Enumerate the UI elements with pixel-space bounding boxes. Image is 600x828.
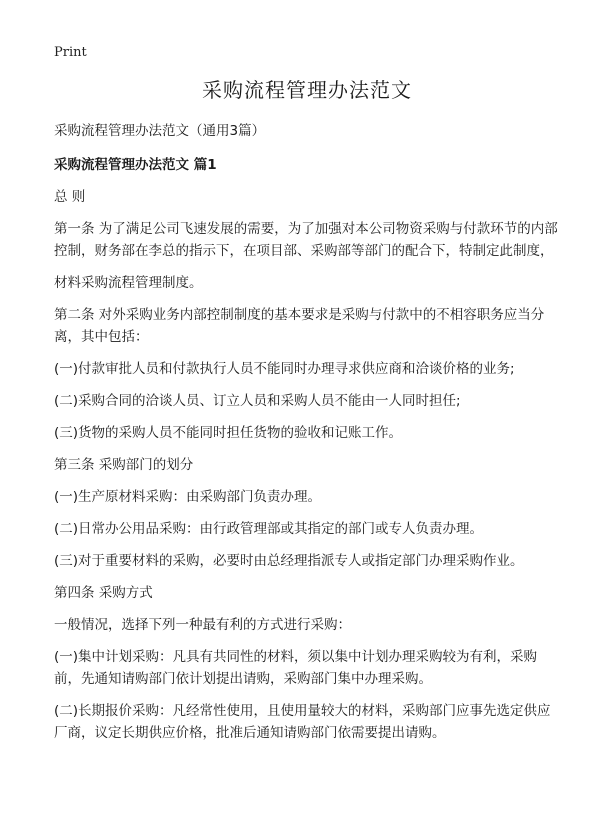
paragraph-article-2-item-3: (三)货物的采购人员不能同时担任货物的验收和记账工作。 <box>54 425 403 441</box>
paragraph-article-3-item-3: (三)对于重要材料的采购，必要时由总经理指派专人或指定部门办理采购作业。 <box>54 553 524 569</box>
paragraph-article-3-item-2: (二)日常办公用品采购：由行政管理部或其指定的部门或专人负责办理。 <box>54 521 484 537</box>
paragraph-article-1: 第一条 为了满足公司飞速发展的需要，为了加强对本公司物资采购与付款环节的内部控制，财务部在李总的指示下，在项目部、采购部等部门的配合下，特制定此制度， <box>54 221 558 259</box>
paragraph-article-4: 第四条 采购方式 <box>54 585 153 601</box>
paragraph-article-4-item-1: (一)集中计划采购：凡具有共同性的材料，须以集中计划办理采购较为有利，采购前，先通知请购部门依计划提出请购，采购部门集中办理采购。 <box>54 649 538 687</box>
paragraph-article-3: 第三条 采购部门的划分 <box>54 457 194 473</box>
paragraph-article-3-item-1: (一)生产原材料采购：由采购部门负责办理。 <box>54 489 322 505</box>
document-subtitle: 采购流程管理办法范文（通用3篇） <box>54 123 266 139</box>
document-title: 采购流程管理办法范文 <box>202 78 412 102</box>
paragraph-article-2: 第二条 对外采购业务内部控制制度的基本要求是采购与付款中的不相容职务应当分离，其中包括： <box>54 307 545 345</box>
paragraph-article-4-item-2: (二)长期报价采购：凡经常性使用，且使用量较大的材料，采购部门应事先选定供应厂商，议定长期供应价格，批准后通知请购部门依需要提出请购。 <box>54 703 551 741</box>
paragraph-article-2-item-1: (一)付款审批人员和付款执行人员不能同时办理寻求供应商和洽谈价格的业务; <box>54 361 515 377</box>
paragraph-general-rules: 总 则 <box>54 189 86 205</box>
paragraph-article-4-intro: 一般情况，选择下列一种最有利的方式进行采购： <box>54 617 351 633</box>
print-label: Print <box>54 45 87 60</box>
section-heading: 采购流程管理办法范文 篇1 <box>54 157 217 173</box>
paragraph-article-1-cont: 材料采购流程管理制度。 <box>54 275 203 291</box>
paragraph-article-2-item-2: (二)采购合同的洽谈人员、订立人员和采购人员不能由一人同时担任; <box>54 393 461 409</box>
